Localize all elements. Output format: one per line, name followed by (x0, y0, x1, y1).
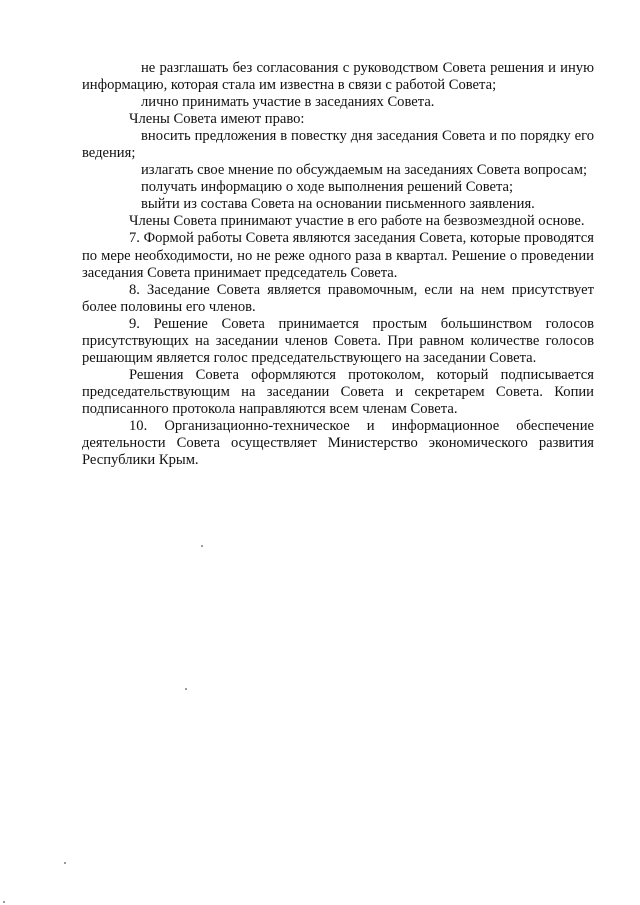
paragraph-item-8: 8. Заседание Совета является правомочным, если на нем присутствует более половины его членов. (82, 281, 594, 315)
scan-speck (64, 862, 66, 864)
paragraph-right-proposals: вносить предложения в повестку дня заседания Совета и по порядку его ведения; (82, 128, 594, 162)
paragraph-right-opinion: излагать свое мнение по обсуждаемым на заседаниях Совета вопросам; (141, 162, 588, 179)
scan-speck (201, 545, 203, 547)
paragraph-protocol: Решения Совета оформляются протоколом, который подписывается председательствующим на заседании Совета и секретарем Совета. Копии подписанного протокола направляются всем членам Совета. (82, 366, 594, 417)
paragraph-right-information: получать информацию о ходе выполнения решений Совета; (141, 179, 514, 196)
paragraph-item-9: 9. Решение Совета принимается простым большинством голосов присутствующих на заседании членов Совета. При равном количестве голосов решающим является голос председательствующего на заседании Совета. (82, 315, 594, 366)
paragraph-item-7: 7. Формой работы Совета являются заседания Совета, которые проводятся по мере необходимости, но не реже одного раза в квартал. Решение о проведении заседания Совета принимает председатель Совета. (82, 230, 594, 281)
paragraph-item-10: 10. Организационно-техническое и информационное обеспечение деятельности Совета осуществляет Министерство экономического развития Республики Крым. (82, 417, 594, 469)
paragraph-nondisclosure: не разглашать без согласования с руководством Совета решения и иную информацию, которая стала им известна в связи с работой Совета; (82, 60, 594, 94)
paragraph-unpaid-basis: Члены Совета принимают участие в его работе на безвозмездной основе. (129, 213, 585, 230)
scan-speck (3, 901, 5, 903)
paragraph-right-withdraw: выйти из состава Совета на основании письменного заявления. (141, 196, 535, 213)
paragraph-members-rights-heading: Члены Совета имеют право: (129, 111, 305, 128)
paragraph-personal-participation: лично принимать участие в заседаниях Совета. (141, 94, 435, 111)
document-body (82, 60, 594, 469)
scan-speck (185, 688, 187, 690)
